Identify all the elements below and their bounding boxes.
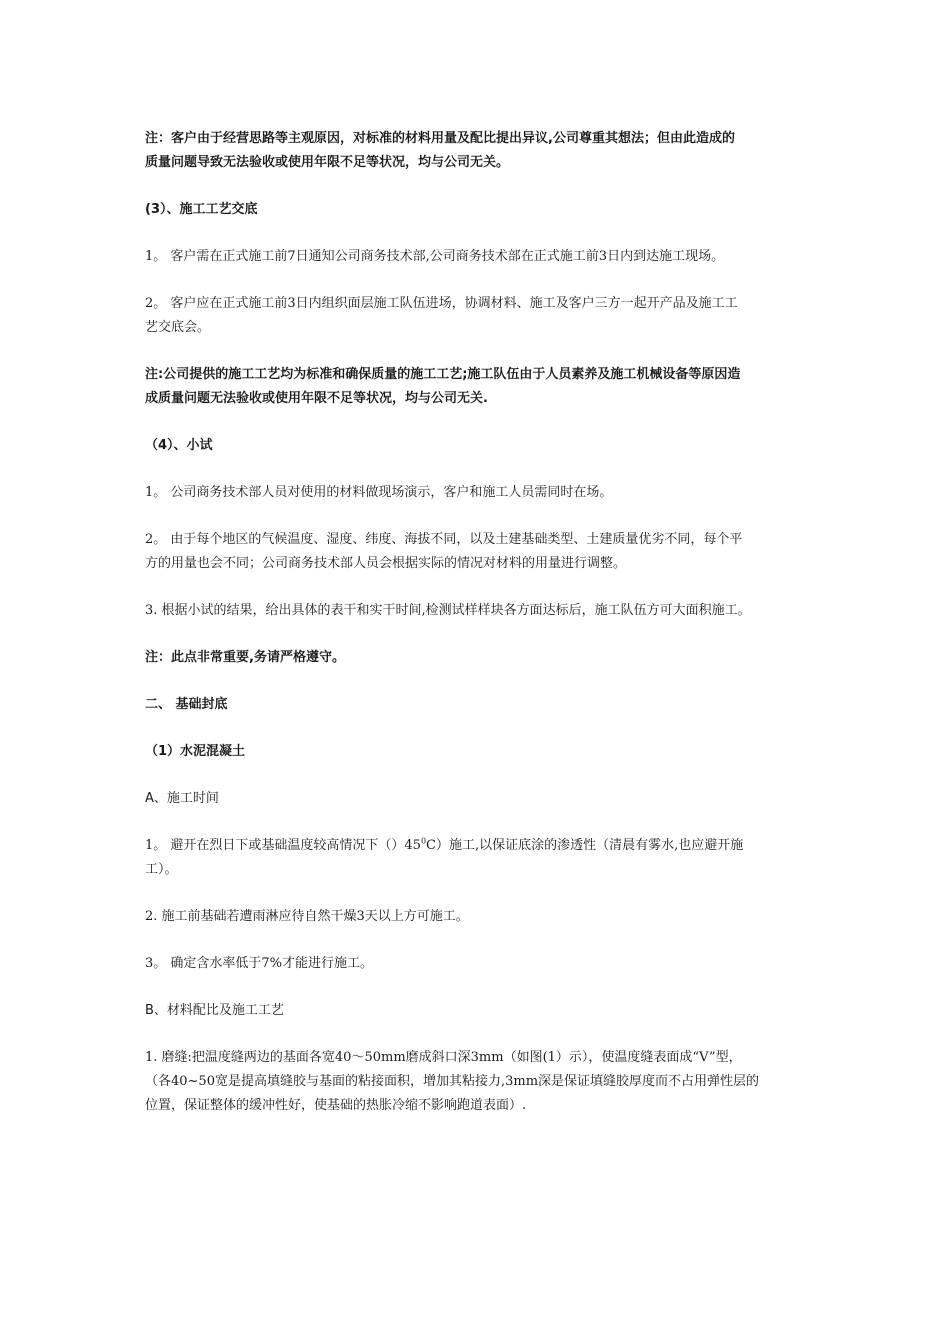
list-item bbox=[145, 834, 817, 882]
document-page bbox=[145, 127, 817, 1141]
text-line: （各40~50宽是提高填缝胶与基面的粘接面积，增加其粘接力,3mm深是保证填缝胶厚度而不占用弹性层的 bbox=[145, 1074, 760, 1089]
sub-section-label: B、材料配比及施工工艺 bbox=[145, 1003, 284, 1018]
text-line: 质量问题导致无法验收或使用年限不足等状况，均与公司无关。 bbox=[145, 155, 510, 170]
sub-heading: （1）水泥混凝土 bbox=[145, 744, 246, 759]
text-line: 成质量问题无法验收或使用年限不足等状况，均与公司无关. bbox=[145, 391, 488, 406]
text-line: 位置，保证整体的缓冲性好，使基础的热胀冷缩不影响跑道表面）. bbox=[145, 1098, 527, 1113]
text-line: 注：客户由于经营思路等主观原因，对标准的材料用量及配比提出异议,公司尊重其想法；但由此造成的 bbox=[145, 131, 735, 146]
list-item: 3。 确定含水率低于7%才能进行施工。 bbox=[145, 956, 374, 971]
note-paragraph: 注：此点非常重要,务请严格遵守。 bbox=[145, 650, 345, 665]
text-line: 1. 磨缝:把温度缝两边的基面各宽40～50mm磨成斜口深3mm（如图(1）示），使温度缝表面成“V”型， bbox=[145, 1050, 742, 1065]
text-line: 艺交底会。 bbox=[145, 320, 211, 335]
text-line: 2。 由于每个地区的气候温度、湿度、纬度、海拔不同，以及土建基础类型、土建质量优劣不同，每个平 bbox=[145, 532, 743, 547]
chapter-heading: 二、 基础封底 bbox=[145, 697, 228, 712]
list-item: 3. 根据小试的结果，给出具体的表干和实干时间,检测试样样块各方面达标后，施工队伍方可大面积施工。 bbox=[145, 603, 751, 618]
sub-section-label: A、施工时间 bbox=[145, 791, 219, 806]
note-paragraph bbox=[145, 363, 817, 411]
list-item bbox=[145, 1046, 817, 1118]
text-line bbox=[145, 834, 817, 858]
text-fragment: C）施工,以保证底涂的渗透性（清晨有雾水,也应避开施 bbox=[426, 838, 744, 853]
superscript: 0 bbox=[420, 836, 427, 846]
list-item bbox=[145, 292, 817, 340]
text-line: 方的用量也会不同；公司商务技术部人员会根据实际的情况对材料的用量进行调整。 bbox=[145, 556, 627, 571]
list-item bbox=[145, 528, 817, 576]
list-item: 2. 施工前基础若遭雨淋应待自然干燥3天以上方可施工。 bbox=[145, 909, 469, 924]
section-heading: (3）、施工工艺交底 bbox=[145, 202, 258, 217]
text-line: 2。 客户应在正式施工前3日内组织面层施工队伍进场，协调材料、施工及客户三方一起开产品及施工工 bbox=[145, 296, 738, 311]
note-paragraph bbox=[145, 127, 817, 175]
list-item: 1。 客户需在正式施工前7日通知公司商务技术部,公司商务技术部在正式施工前3日内到达施工现场。 bbox=[145, 249, 725, 264]
text-line: 工）。 bbox=[145, 862, 178, 877]
text-line: 注:公司提供的施工工艺均为标准和确保质量的施工工艺;施工队伍由于人员素养及施工机械设备等原因造 bbox=[145, 367, 741, 382]
section-heading: （4）、小试 bbox=[145, 438, 213, 453]
text-fragment: 1。 避开在烈日下或基础温度较高情况下（）45 bbox=[145, 838, 421, 853]
list-item: 1。 公司商务技术部人员对使用的材料做现场演示，客户和施工人员需同时在场。 bbox=[145, 485, 613, 500]
